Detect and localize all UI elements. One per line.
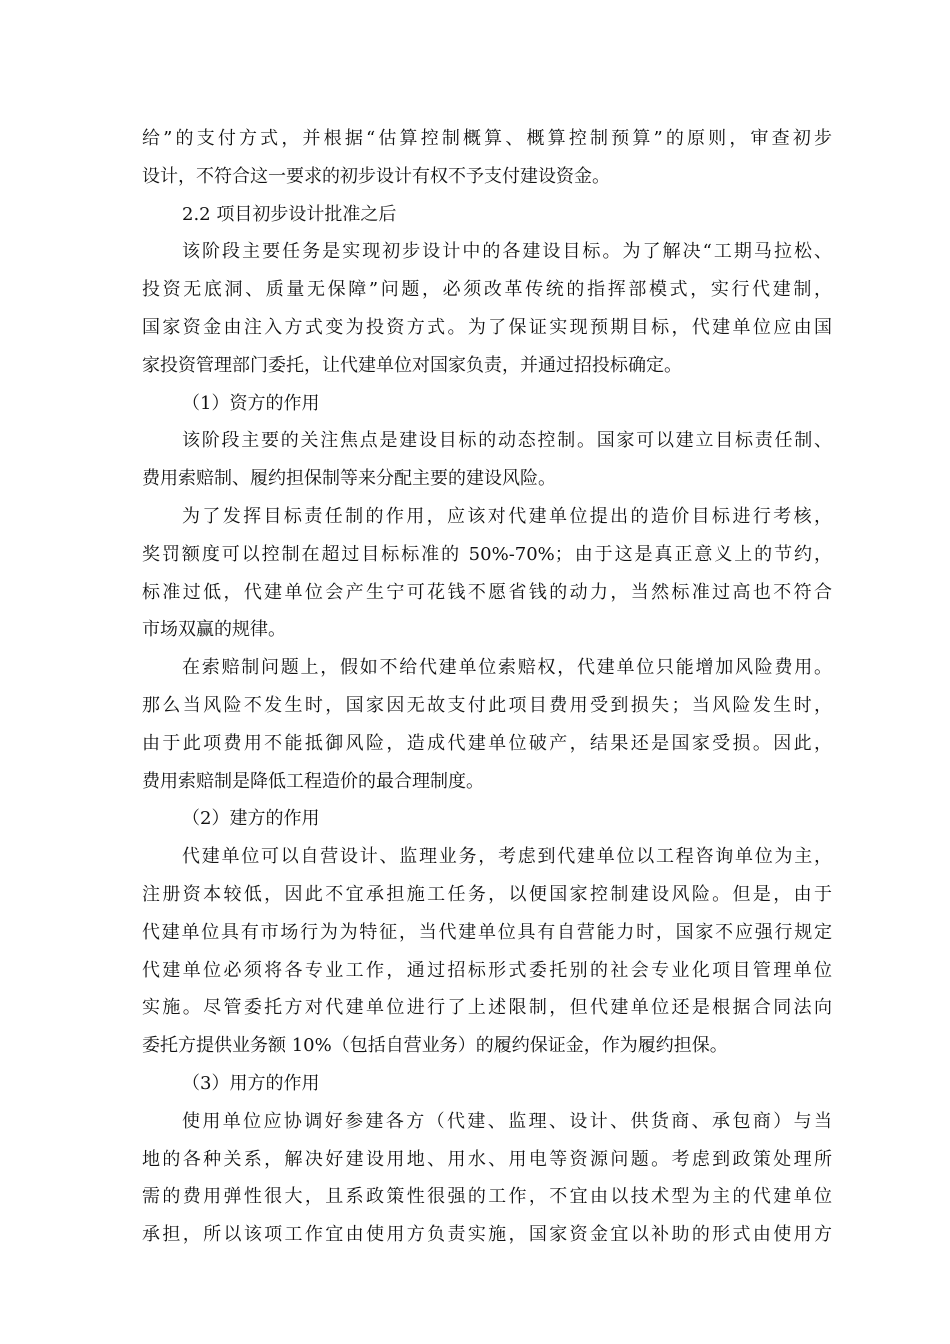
- text-line: 在索赔制问题上，假如不给代建单位索赔权，代建单位只能增加风险费用。: [182, 657, 832, 679]
- text-line: 家投资管理部门委托，让代建单位对国家负责，并通过招投标确定。: [142, 354, 682, 376]
- subsection-heading: [142, 385, 832, 423]
- paragraph: [142, 838, 832, 1065]
- subsection-heading: [142, 1065, 832, 1103]
- heading-text: 2.2 项目初步设计批准之后: [182, 203, 397, 225]
- text-line: 标准过低，代建单位会产生宁可花钱不愿省钱的动力，当然标准过高也不符合: [142, 581, 832, 603]
- text-line: 由于此项费用不能抵御风险，造成代建单位破产，结果还是国家受损。因此，: [142, 732, 832, 754]
- text-line: 国家资金由注入方式变为投资方式。为了保证实现预期目标，代建单位应由国: [142, 316, 832, 338]
- text-line: 该阶段主要的关注焦点是建设目标的动态控制。国家可以建立目标责任制、: [182, 430, 832, 452]
- subsection-heading: [142, 800, 832, 838]
- paragraph: [142, 498, 832, 649]
- text-line: 该阶段主要任务是实现初步设计中的各建设目标。为了解决“工期马拉松、: [182, 241, 832, 263]
- paragraph: [142, 233, 832, 384]
- text-line: 那么当风险不发生时，国家因无故支付此项目费用受到损失；当风险发生时，: [142, 694, 832, 716]
- heading-text: （1）资方的作用: [182, 392, 320, 414]
- text-line: 使用单位应协调好参建各方（代建、监理、设计、供货商、承包商）与当: [182, 1110, 832, 1132]
- text-line: 承担，所以该项工作宜由使用方负责实施，国家资金宜以补助的形式由使用方: [142, 1224, 832, 1246]
- text-line: 市场双赢的规律。: [142, 619, 286, 641]
- paragraph: [142, 1103, 832, 1254]
- text-line: 设计，不符合这一要求的初步设计有权不予支付建设资金。: [142, 165, 610, 187]
- section-heading: [142, 196, 832, 234]
- text-line: 需的费用弹性很大，且系政策性很强的工作，不宜由以技术型为主的代建单位: [142, 1186, 832, 1208]
- text-line: 代建单位必须将各专业工作，通过招标形式委托别的社会专业化项目管理单位: [142, 959, 832, 981]
- text-line: 为了发挥目标责任制的作用，应该对代建单位提出的造价目标进行考核，: [182, 505, 832, 527]
- heading-text: （3）用方的作用: [182, 1072, 320, 1094]
- text-line: 委托方提供业务额 10%（包括自营业务）的履约保证金，作为履约担保。: [142, 1035, 728, 1057]
- text-line: 地的各种关系，解决好建设用地、用水、用电等资源问题。考虑到政策处理所: [142, 1148, 832, 1170]
- text-line: 投资无底洞、质量无保障”问题，必须改革传统的指挥部模式，实行代建制，: [142, 279, 832, 301]
- heading-text: （2）建方的作用: [182, 808, 320, 830]
- text-line: 给”的支付方式，并根据“估算控制概算、概算控制预算”的原则，审查初步: [142, 128, 832, 149]
- text-line: 费用索赔制、履约担保制等来分配主要的建设风险。: [142, 468, 556, 490]
- text-line: 注册资本较低，因此不宜承担施工任务，以便国家控制建设风险。但是，由于: [142, 883, 832, 905]
- document-body: [142, 120, 832, 1254]
- paragraph: [142, 422, 832, 498]
- paragraph: [142, 649, 832, 800]
- text-line: 奖罚额度可以控制在超过目标标准的 50%-70%；由于这是真正意义上的节约，: [142, 543, 832, 565]
- text-line: 代建单位具有市场行为为特征，当代建单位具有自营能力时，国家不应强行规定: [142, 921, 832, 943]
- text-line: 代建单位可以自营设计、监理业务，考虑到代建单位以工程咨询单位为主，: [182, 846, 832, 868]
- paragraph: [142, 120, 832, 196]
- text-line: 实施。尽管委托方对代建单位进行了上述限制，但代建单位还是根据合同法向: [142, 997, 832, 1019]
- text-line: 费用索赔制是降低工程造价的最合理制度。: [142, 770, 484, 792]
